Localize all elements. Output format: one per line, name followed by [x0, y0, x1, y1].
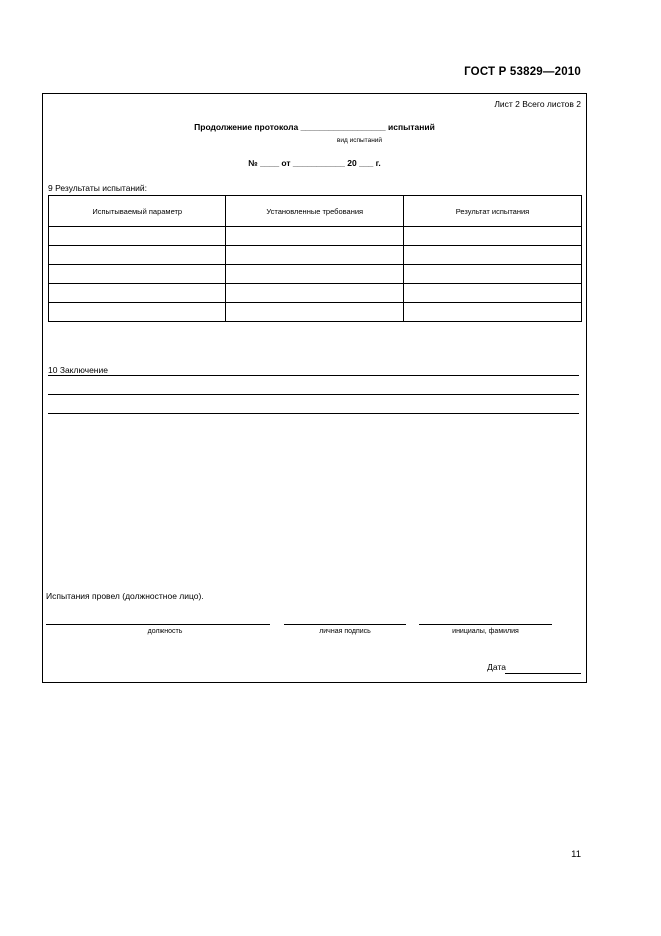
conclusion-label: 10 Заключение — [48, 365, 108, 375]
table-cell[interactable] — [403, 246, 581, 265]
protocol-number-line: № ____ от ___________ 20 ___ г. — [248, 158, 381, 168]
signature-line[interactable] — [284, 624, 406, 625]
table-cell[interactable] — [226, 303, 403, 322]
table-cell[interactable] — [226, 284, 403, 303]
conclusion-line-2[interactable] — [48, 394, 579, 395]
column-header-parameter: Испытываемый параметр — [49, 196, 226, 227]
signature-caption: личная подпись — [319, 628, 371, 635]
conclusion-line-3[interactable] — [48, 413, 579, 414]
position-line[interactable] — [46, 624, 270, 625]
protocol-frame — [42, 93, 587, 683]
table-row — [49, 284, 582, 303]
sheet-info: Лист 2 Всего листов 2 — [494, 99, 581, 109]
column-header-requirements: Установленные требования — [226, 196, 403, 227]
results-heading: 9 Результаты испытаний: — [48, 183, 148, 193]
signature-heading: Испытания провел (должностное лицо). — [46, 591, 204, 601]
name-caption: инициалы, фамилия — [452, 628, 519, 635]
conclusion-line-1[interactable] — [48, 375, 579, 376]
name-line[interactable] — [419, 624, 552, 625]
table-row — [49, 303, 582, 322]
protocol-title-caption: вид испытаний — [336, 137, 383, 144]
standard-code: ГОСТ Р 53829—2010 — [464, 66, 581, 78]
table-cell[interactable] — [49, 284, 226, 303]
column-header-result: Результат испытания — [403, 196, 581, 227]
table-cell[interactable] — [403, 265, 581, 284]
table-cell[interactable] — [226, 227, 403, 246]
table-cell[interactable] — [226, 246, 403, 265]
table-row — [49, 246, 582, 265]
table-cell[interactable] — [403, 284, 581, 303]
date-line[interactable] — [505, 673, 581, 674]
table-cell[interactable] — [403, 227, 581, 246]
results-table — [48, 195, 582, 322]
table-cell[interactable] — [226, 265, 403, 284]
table-row — [49, 265, 582, 284]
results-table-header — [49, 196, 582, 227]
date-label: Дата — [487, 662, 506, 672]
table-row — [49, 227, 582, 246]
position-caption: должность — [147, 628, 183, 635]
protocol-title: Продолжение протокола __________________ испытаний — [194, 122, 435, 132]
table-cell[interactable] — [49, 246, 226, 265]
table-cell[interactable] — [403, 303, 581, 322]
table-cell[interactable] — [49, 227, 226, 246]
table-cell[interactable] — [49, 265, 226, 284]
page-number: 11 — [571, 849, 581, 860]
table-cell[interactable] — [49, 303, 226, 322]
